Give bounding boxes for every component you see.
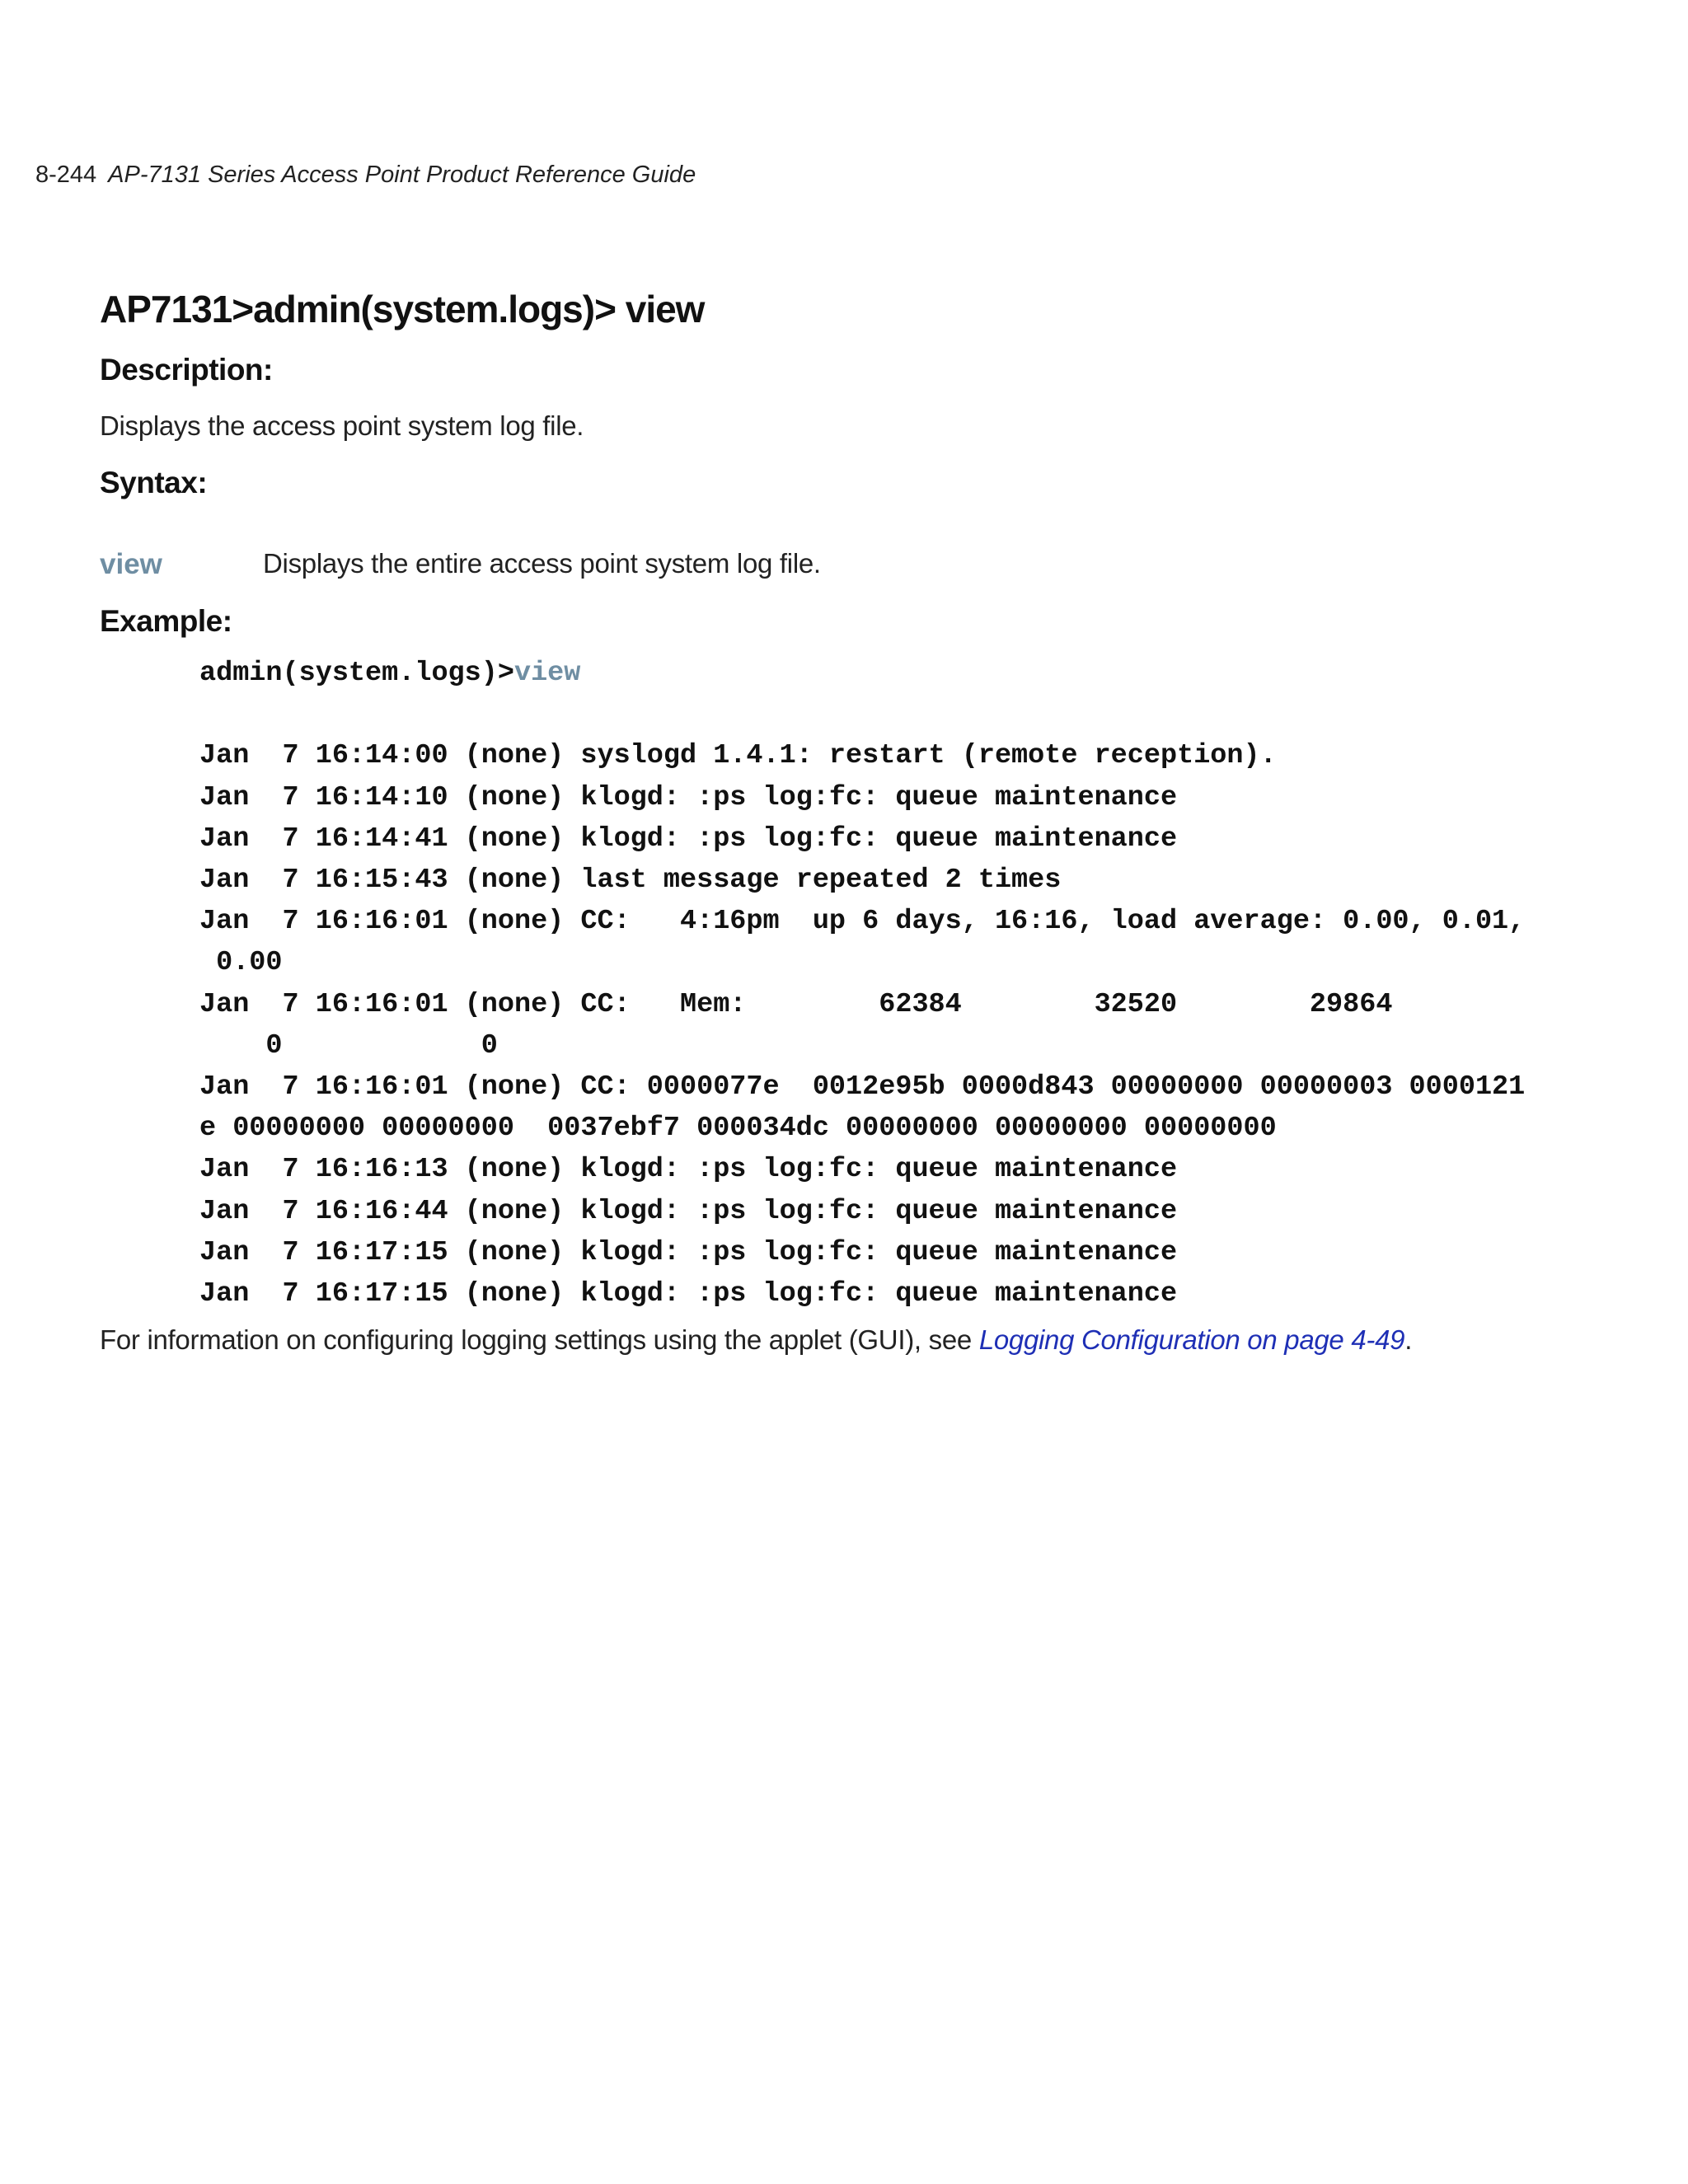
footer-text-end: . bbox=[1404, 1324, 1413, 1355]
log-line: Jan 7 16:16:01 (none) CC: 4:16pm up 6 days, 16:16, load average: 0.00, 0.01, bbox=[199, 906, 1526, 938]
log-line: e 00000000 00000000 0037ebf7 000034dc 00000000 00000000 00000000 bbox=[199, 1113, 1277, 1145]
page-header bbox=[35, 162, 696, 189]
description-heading: Description: bbox=[100, 353, 273, 387]
log-line: Jan 7 16:14:10 (none) klogd: :ps log:fc: queue maintenance bbox=[199, 781, 1178, 813]
xref-link-logging-configuration[interactable]: Logging Configuration on page 4-49 bbox=[978, 1324, 1405, 1355]
code-prompt-command: view bbox=[513, 658, 581, 689]
example-heading: Example: bbox=[100, 604, 232, 638]
log-line: Jan 7 16:16:01 (none) CC: 0000077e 0012e95b 0000d843 00000000 00000003 0000121 bbox=[199, 1071, 1526, 1104]
log-line: Jan 7 16:14:41 (none) klogd: :ps log:fc: queue maintenance bbox=[199, 823, 1178, 855]
command-title: AP7131>admin(system.logs)> view bbox=[100, 288, 705, 330]
log-line: Jan 7 16:17:15 (none) klogd: :ps log:fc: queue maintenance bbox=[199, 1278, 1178, 1310]
log-line: Jan 7 16:15:43 (none) last message repeated 2 times bbox=[199, 865, 1062, 897]
description-text: Displays the access point system log file. bbox=[100, 410, 584, 441]
log-line: Jan 7 16:16:44 (none) klogd: :ps log:fc: queue maintenance bbox=[199, 1195, 1178, 1227]
log-line: Jan 7 16:14:00 (none) syslogd 1.4.1: restart (remote reception). bbox=[199, 740, 1277, 772]
syntax-keyword-description: Displays the entire access point system log file. bbox=[263, 548, 821, 579]
guide-title: AP-7131 Series Access Point Product Reference Guide bbox=[108, 162, 696, 188]
log-line: Jan 7 16:16:01 (none) CC: Mem: 62384 32520 29864 bbox=[199, 988, 1393, 1020]
syntax-keyword: view bbox=[100, 548, 162, 580]
footer-text: For information on configuring logging settings using the applet (GUI), see bbox=[100, 1324, 979, 1355]
footer-note bbox=[100, 1324, 1412, 1356]
log-line: 0 0 bbox=[199, 1029, 498, 1062]
code-listing bbox=[199, 653, 1525, 1315]
log-line: Jan 7 16:17:15 (none) klogd: :ps log:fc: queue maintenance bbox=[199, 1236, 1178, 1268]
log-line: 0.00 bbox=[199, 947, 283, 979]
page-number: 8-244 bbox=[35, 162, 97, 188]
syntax-heading: Syntax: bbox=[100, 466, 208, 499]
code-prompt: admin(system.logs)> bbox=[199, 658, 514, 689]
syntax-row bbox=[100, 548, 1418, 589]
log-line: Jan 7 16:16:13 (none) klogd: :ps log:fc: queue maintenance bbox=[199, 1154, 1178, 1186]
